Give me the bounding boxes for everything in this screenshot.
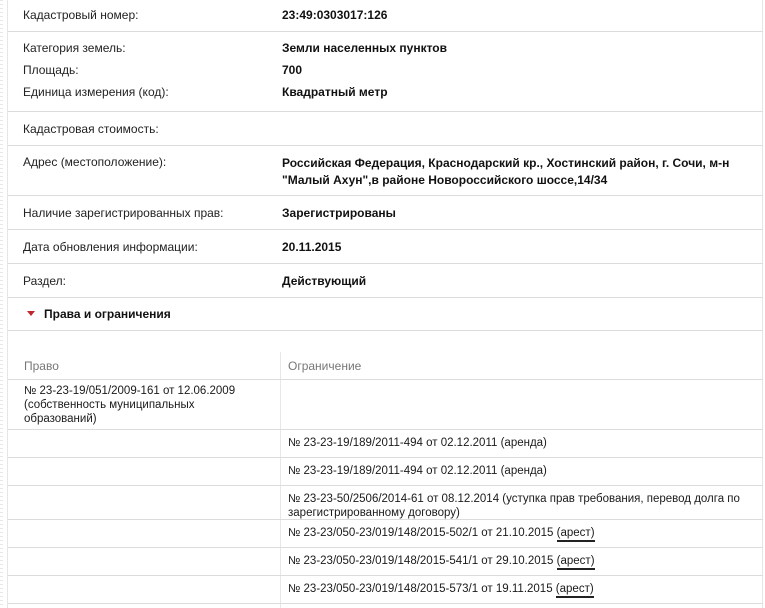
table-row	[8, 520, 763, 548]
value-registered-rights: Зарегистрированы	[282, 206, 396, 220]
header-right: Право	[24, 359, 59, 373]
row-unit	[8, 81, 763, 103]
cell-restriction	[288, 554, 758, 568]
label-section: Раздел:	[23, 274, 66, 288]
rights-section-label[interactable]: Права и ограничения	[44, 307, 171, 321]
label-area: Площадь:	[23, 63, 79, 77]
table-header	[8, 352, 763, 380]
restriction-text: № 23-23/050-23/019/148/2015-541/1 от 29.10.2015	[288, 555, 557, 567]
label-land-category: Категория земель:	[23, 41, 126, 55]
row-section	[8, 270, 763, 292]
label-cadastral-cost: Кадастровая стоимость:	[23, 122, 159, 136]
label-cadastral-number: Кадастровый номер:	[23, 8, 139, 22]
cell-right: № 23-23-19/051/2009-161 от 12.06.2009 (собственность муниципальных образований)	[24, 385, 236, 425]
info-group-rights	[8, 196, 763, 230]
rights-table	[8, 352, 763, 604]
value-land-category: Земли населенных пунктов	[282, 41, 448, 55]
triangle-down-icon[interactable]	[27, 311, 35, 316]
value-update-date: 20.11.2015	[282, 240, 342, 254]
info-group-address	[8, 146, 763, 196]
table-row	[8, 430, 763, 458]
restriction-text: № 23-23/050-23/019/148/2015-502/1 от 21.10.2015	[288, 527, 557, 539]
restriction-text: № 23-23/050-23/019/148/2015-573/1 от 19.11.2015	[288, 583, 556, 595]
value-area: 700	[282, 63, 303, 77]
label-address: Адрес (местоположение):	[23, 155, 167, 169]
row-cadastral-cost	[8, 118, 763, 140]
value-unit: Квадратный метр	[282, 85, 388, 99]
table-row	[8, 458, 763, 486]
left-edge-pattern	[0, 0, 3, 608]
value-cadastral-number: 23:49:0303017:126	[282, 8, 388, 22]
property-info	[8, 0, 763, 298]
table-row	[8, 576, 763, 604]
table-row	[8, 548, 763, 576]
label-update-date: Дата обновления информации:	[23, 240, 198, 254]
row-update-date	[8, 236, 763, 258]
row-land-category	[8, 37, 763, 59]
row-area	[8, 59, 763, 81]
info-group-update	[8, 230, 763, 264]
cell-restriction	[288, 582, 758, 596]
row-registered-rights	[8, 202, 763, 224]
rights-section-toggle[interactable]	[8, 298, 763, 331]
restriction-note: (арест)	[557, 527, 595, 542]
cell-restriction	[288, 526, 758, 540]
label-unit: Единица измерения (код):	[23, 85, 169, 99]
cell-restriction: № 23-23-50/2506/2014-61 от 08.12.2014 (уступка прав требования, перевод долга по зарегистрированному договору)	[288, 493, 740, 519]
header-restriction: Ограничение	[288, 359, 362, 373]
cell-restriction: № 23-23-19/189/2011-494 от 02.12.2011 (аренда)	[288, 437, 547, 449]
row-address-value	[8, 146, 763, 187]
value-address: Российская Федерация, Краснодарский кр., Хостинский район, г. Сочи, м-н "Малый Ахун",в районе Новороссийского шоссе,14/34	[282, 156, 730, 187]
table-row	[8, 380, 763, 430]
info-group-cost	[8, 112, 763, 146]
restriction-note: (арест)	[557, 555, 595, 570]
info-group-section	[8, 264, 763, 298]
value-section: Действующий	[282, 274, 367, 288]
info-group-cadastral	[8, 0, 763, 32]
label-registered-rights: Наличие зарегистрированных прав:	[23, 206, 224, 220]
row-cadastral-number	[8, 4, 763, 26]
cell-restriction: № 23-23-19/189/2011-494 от 02.12.2011 (аренда)	[288, 465, 547, 477]
info-group-land	[8, 32, 763, 112]
restriction-note: (арест)	[556, 583, 594, 598]
table-row	[8, 486, 763, 520]
